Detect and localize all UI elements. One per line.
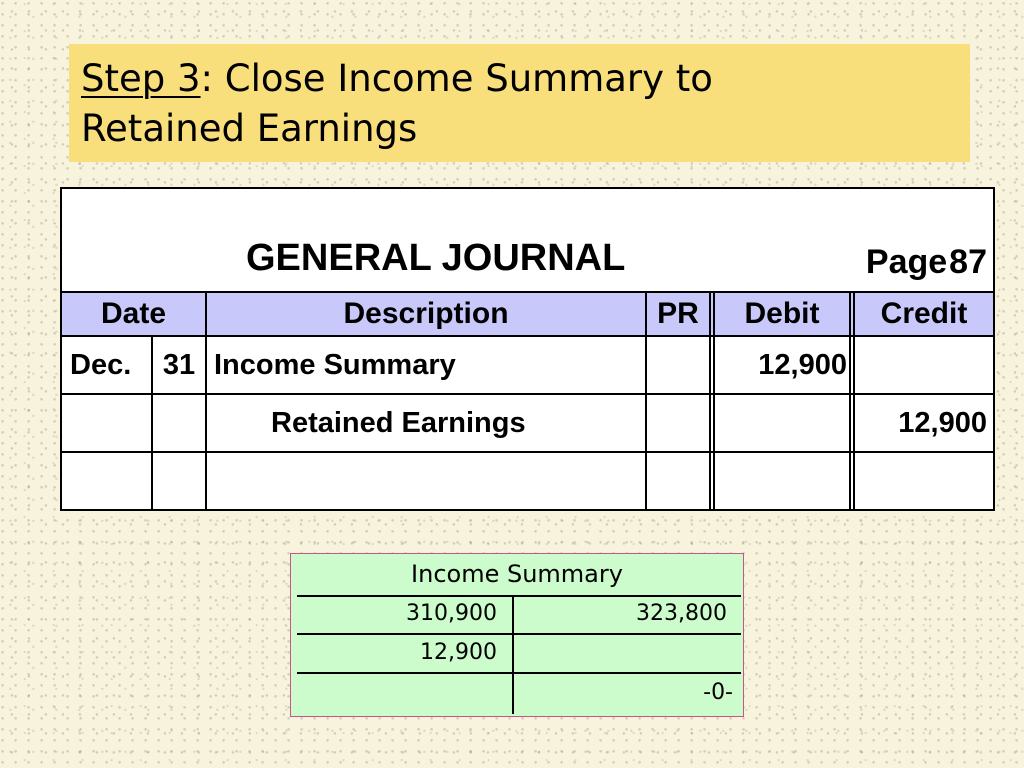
- entry-debit: [715, 453, 847, 509]
- entry-debit: [715, 395, 847, 451]
- entry-credit: [855, 337, 987, 393]
- column-divider: [151, 337, 153, 509]
- title-line-2: Retained Earnings: [81, 107, 418, 150]
- t-account-balance: -0-: [703, 680, 733, 705]
- header-credit: Credit: [880, 297, 968, 330]
- t-account-rule: [297, 633, 741, 635]
- t-account-rule: [297, 672, 741, 674]
- title-line-1: [81, 54, 970, 104]
- header-description: Description: [343, 297, 509, 330]
- header-date: Date: [100, 297, 167, 330]
- entry-day: [152, 453, 206, 509]
- entry-month: Dec.: [70, 348, 132, 381]
- title-text-1: : Close Income Summary to: [200, 57, 713, 100]
- journal-page: [866, 243, 987, 282]
- entry-day: [152, 395, 206, 451]
- column-divider-double: [849, 291, 855, 509]
- entry-credit: 12,900: [898, 406, 987, 439]
- entry-debit: 12,900: [758, 348, 847, 381]
- page-label: Page: [865, 243, 948, 281]
- income-summary-t-account: [290, 553, 744, 717]
- page-number: 87: [949, 243, 987, 281]
- t-account-title: Income Summary: [411, 560, 623, 588]
- entry-month: [70, 453, 152, 509]
- entry-description: Retained Earnings: [271, 406, 526, 439]
- entry-pr: [647, 395, 709, 451]
- t-account-credit-entry: 323,800: [636, 601, 727, 626]
- t-account-divider: [512, 596, 514, 714]
- entry-month: [70, 395, 152, 451]
- column-divider: [645, 291, 647, 509]
- journal-title: GENERAL JOURNAL: [246, 237, 626, 279]
- t-account-rule: [297, 595, 741, 597]
- entry-day: 31: [162, 348, 196, 381]
- column-divider-double: [709, 291, 715, 509]
- header-debit: Debit: [744, 297, 820, 330]
- column-divider: [205, 291, 207, 509]
- t-account-debit-entry: 310,900: [406, 601, 497, 626]
- entry-description: [214, 453, 644, 509]
- entry-pr: [647, 337, 709, 393]
- entry-credit: [855, 453, 987, 509]
- header-pr: PR: [657, 297, 699, 330]
- entry-description: Income Summary: [214, 348, 456, 381]
- general-journal: [60, 187, 995, 511]
- entry-pr: [647, 453, 709, 509]
- step-label: Step 3: [81, 57, 201, 100]
- t-account-debit-entry: 12,900: [420, 640, 497, 665]
- title-banner: [69, 44, 970, 162]
